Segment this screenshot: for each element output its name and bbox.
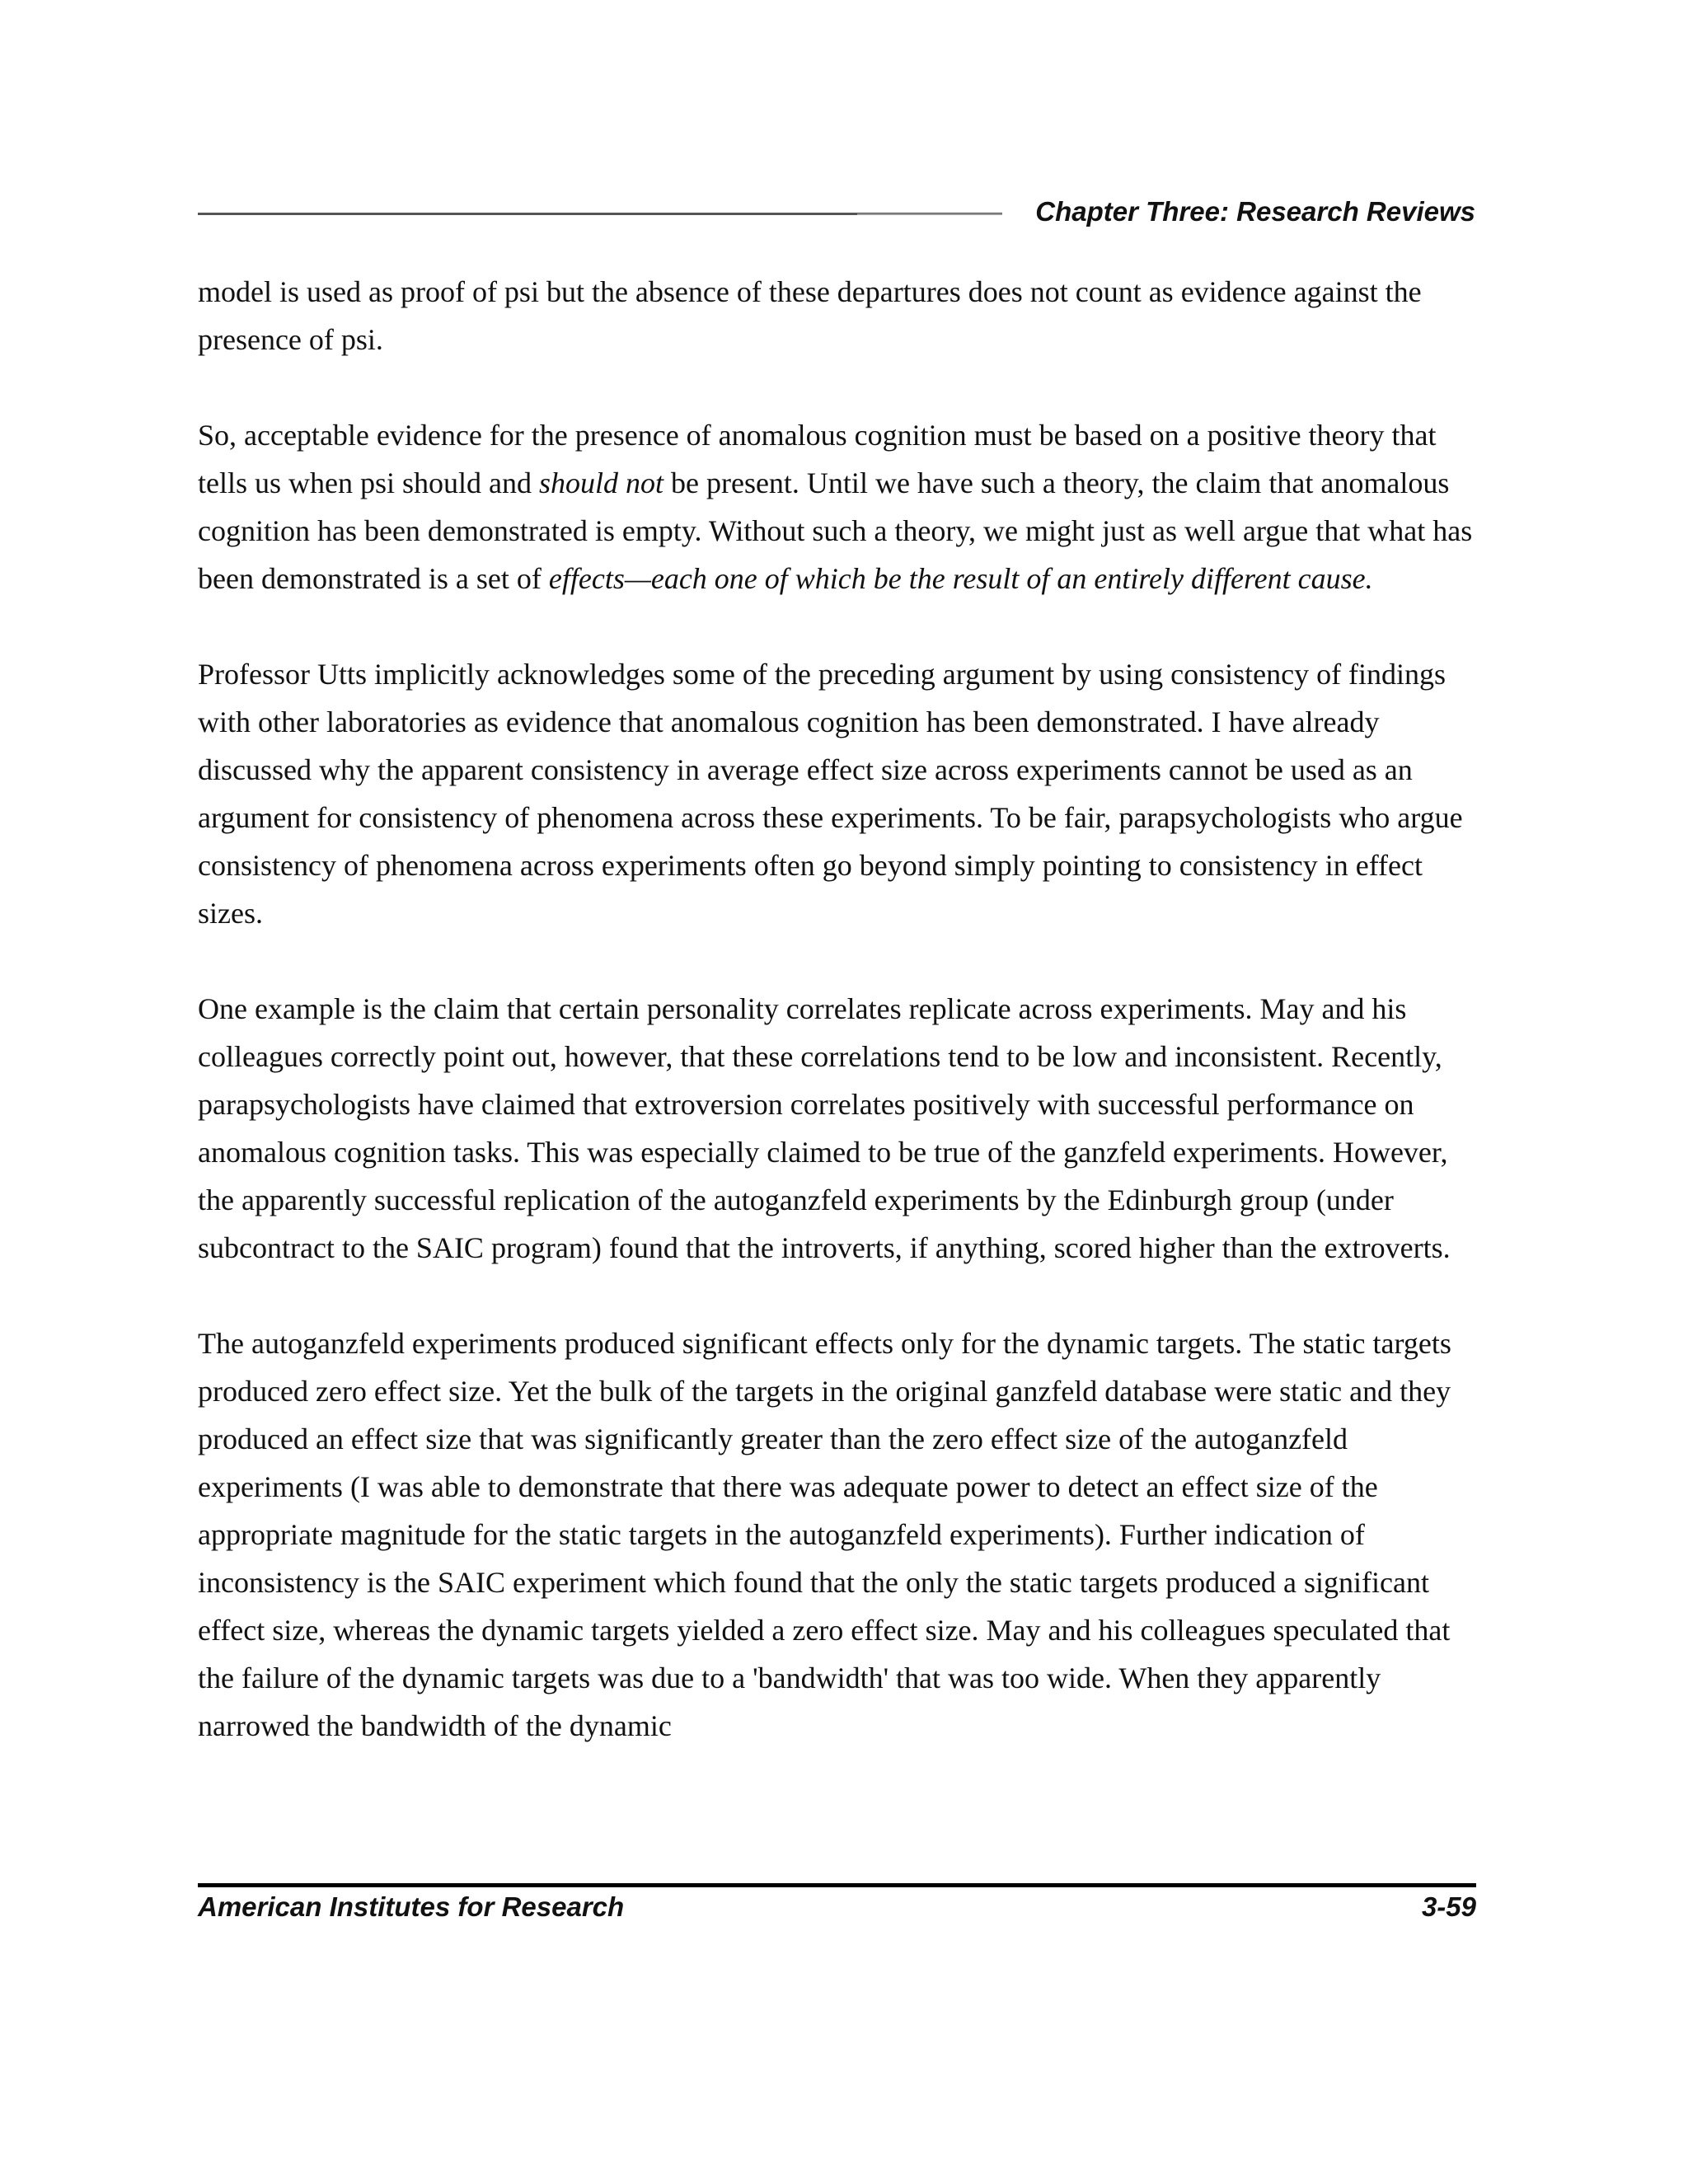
running-header: Chapter Three: Research Reviews [1035,196,1475,227]
header-rule-fade [857,213,1002,215]
text-run: Professor Utts implicitly acknowledges some of the preceding argument by using consistency of findings with other laboratories as evidence that anomalous cognition has been demonstrated. I have already discussed why the apparent consistency in average effect size across experiments cannot be used as an argument for consistency of phenomena across these experiments. To be fair, parapsychologists who argue consistency of phenomena across experiments often go beyond simply pointing to consistency in effect sizes. [198,658,1463,930]
page-number: 3-59 [1421,1891,1476,1922]
paragraph [198,268,1484,363]
paragraph [198,985,1484,1272]
paragraph [198,1319,1484,1750]
italic-text: effects—each one of which be the result of an entirely different cause. [548,562,1373,595]
footer-rule [198,1883,1476,1887]
text-run: The autoganzfeld experiments produced significant effects only for the dynamic targets. The static targets produced zero effect size. Yet the bulk of the targets in the original ganzfeld database were static and they produced an effect size that was significantly greater than the zero effect size of the autoganzfeld experiments (I was able to demonstrate that there was adequate power to detect an effect size of the appropriate magnitude for the static targets in the autoganzfeld experiments). Further indication of inconsistency is the SAIC experiment which found that the only the static targets produced a significant effect size, whereas the dynamic targets yielded a zero effect size. May and his colleagues speculated that the failure of the dynamic targets was due to a 'bandwidth' that was too wide. When they apparently narrowed the bandwidth of the dynamic [198,1327,1451,1742]
body-text [198,268,1484,1797]
footer-organization: American Institutes for Research [198,1891,625,1922]
text-run: One example is the claim that certain personality correlates replicate across experiments. May and his colleagues correctly point out, however, that these correlations tend to be low and inconsistent. Recently, parapsychologists have claimed that extroversion correlates positively with successful performance on anomalous cognition tasks. This was especially claimed to be true of the ganzfeld experiments. However, the apparently successful replication of the autoganzfeld experiments by the Edinburgh group (under subcontract to the SAIC program) found that the introverts, if anything, scored higher than the extroverts. [198,992,1451,1264]
italic-text: should not [538,466,663,499]
text-run: be present. Until we have such a theory, the claim that anomalous cognition has been demonstrated is empty. Without such a theory, we might just as well argue that what has been demonstrated is a set of [198,466,1473,595]
paragraph [198,650,1484,937]
text-run: So, acceptable evidence for the presence of anomalous cognition must be based on a positive theory that tells us when psi should and [198,419,1437,499]
text-run: model is used as proof of psi but the absence of these departures does not count as evidence against the presence of psi. [198,275,1422,356]
paragraph [198,411,1484,602]
